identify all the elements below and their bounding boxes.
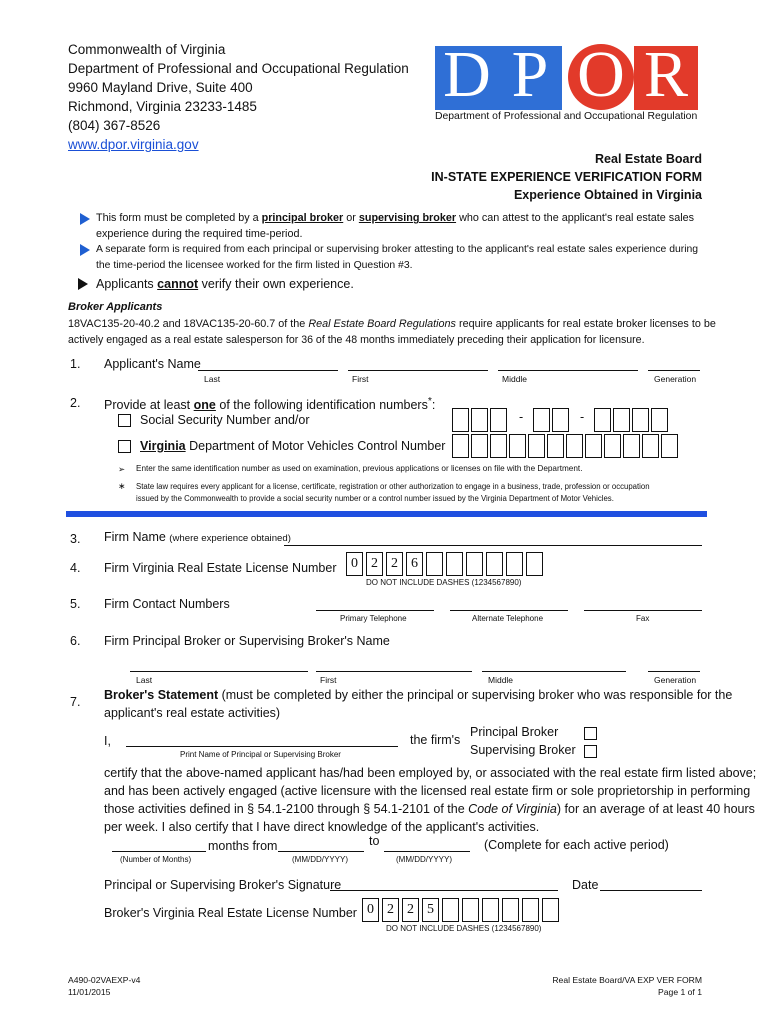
logo-caption: Department of Professional and Occupational Regulation [435, 111, 698, 122]
applicant-first-field[interactable] [348, 370, 488, 371]
q5-number: 5. [70, 597, 81, 611]
supervising-broker-label: Supervising Broker [470, 743, 576, 757]
instruction-1-cont: experience during the required time-period. [96, 228, 303, 240]
ssn-cell[interactable] [490, 408, 507, 432]
field-caption: (MM/DD/YYYY) [292, 855, 348, 864]
logo-letter: O [577, 38, 625, 111]
license-digit[interactable] [446, 552, 463, 576]
broker-first-field[interactable] [316, 671, 472, 672]
field-caption: (Number of Months) [120, 855, 192, 864]
field-caption: Generation [654, 675, 697, 685]
ssn-cell[interactable] [613, 408, 630, 432]
field-caption: Generation [654, 374, 697, 384]
license-digit[interactable] [442, 898, 459, 922]
complete-each-label: (Complete for each active period) [484, 838, 669, 852]
ssn-label: Social Security Number and/or [140, 413, 310, 427]
broker-last-field[interactable] [130, 671, 308, 672]
license-digit[interactable] [526, 552, 543, 576]
instruction-1: This form must be completed by a principal broker or supervising broker who can attest to the applicant's real estate sales [96, 212, 694, 224]
from-date-field[interactable] [278, 851, 364, 852]
ssn-cell[interactable] [471, 408, 488, 432]
q7-heading: Broker's Statement (must be completed by either the principal or supervising broker who was responsible for the [104, 688, 733, 702]
field-caption: Print Name of Principal or Supervising Broker [180, 750, 341, 759]
form-code: A490-02VAEXP-v4 [68, 975, 141, 985]
license-digit[interactable]: 2 [366, 552, 383, 576]
license-digit[interactable]: 0 [346, 552, 363, 576]
principal-broker-label: Principal Broker [470, 725, 559, 739]
dmv-cell[interactable] [509, 434, 526, 458]
instruction-2-cont: the time-period the licensee worked for the firm listed in Question #3. [96, 260, 413, 271]
no-dashes-note: DO NOT INCLUDE DASHES (1234567890) [366, 578, 522, 587]
field-caption: Middle [488, 675, 514, 685]
to-label: to [369, 834, 380, 848]
q3-label: Firm Name (where experience obtained) [104, 530, 291, 544]
license-digit[interactable] [542, 898, 559, 922]
board-name: Real Estate Board [595, 152, 702, 166]
date-field[interactable] [600, 890, 702, 891]
broker-applicants-line2: actively engaged as a real estate salesperson for 36 of the 48 months immediately preceding their application for licensure. [68, 334, 645, 346]
q1-label: Applicant's Name [104, 357, 201, 371]
form-subtitle: Experience Obtained in Virginia [513, 188, 702, 202]
license-digit[interactable] [522, 898, 539, 922]
applicant-generation-field[interactable] [648, 370, 700, 371]
q1-number: 1. [70, 357, 81, 371]
bullet-arrow-icon [78, 278, 88, 290]
months-from-label: months from [208, 839, 278, 853]
ssn-dash: - [519, 410, 524, 424]
date-label: Date [572, 878, 599, 892]
broker-license-label: Broker's Virginia Real Estate License Number [104, 906, 357, 920]
certify-line3: those activities defined in § 54.1-2100 through § 54.1-2101 of the Code of Virginia) for an average of at least 40 hours [104, 802, 755, 816]
address-line: Richmond, Virginia 23233-1485 [68, 99, 257, 114]
license-digit[interactable]: 6 [406, 552, 423, 576]
field-caption: Last [204, 374, 221, 384]
id-note: Enter the same identification number as used on examination, previous applications or licenses on file with the Department. [136, 464, 583, 473]
q4-label: Firm Virginia Real Estate License Number [104, 561, 337, 575]
logo-letter: P [511, 38, 549, 111]
q6-label: Firm Principal Broker or Supervising Broker's Name [104, 634, 390, 648]
page-number: Page 1 of 1 [658, 987, 702, 997]
q4-number: 4. [70, 561, 81, 575]
field-caption: Primary Telephone [340, 614, 407, 623]
supervising-broker-checkbox[interactable] [584, 745, 597, 758]
alternate-phone-field[interactable] [450, 610, 568, 611]
certify-line4: per week. I also certify that I have direct knowledge of the applicant's activities. [104, 820, 540, 834]
dmv-cell[interactable] [471, 434, 488, 458]
signature-field[interactable] [330, 890, 558, 891]
field-caption: (MM/DD/YYYY) [396, 855, 452, 864]
months-field[interactable] [112, 851, 206, 852]
ssn-checkbox[interactable] [118, 414, 131, 427]
license-digit[interactable]: 0 [362, 898, 379, 922]
q2-number: 2. [70, 396, 81, 410]
license-digit[interactable]: 2 [386, 552, 403, 576]
ssn-cell[interactable] [651, 408, 668, 432]
applicant-middle-field[interactable] [498, 370, 638, 371]
license-digit[interactable] [466, 552, 483, 576]
broker-applicants-line1: 18VAC135-20-40.2 and 18VAC135-20-60.7 of the Real Estate Board Regulations require applicants for real estate broker licenses to be [68, 318, 716, 330]
q7-heading-cont: applicant's real estate activities) [104, 706, 281, 720]
ssn-cell[interactable] [533, 408, 550, 432]
dmv-cell[interactable] [661, 434, 678, 458]
broker-applicants-heading: Broker Applicants [68, 301, 163, 313]
ssn-cell[interactable] [552, 408, 569, 432]
field-caption: Alternate Telephone [472, 614, 544, 623]
license-digit[interactable] [486, 552, 503, 576]
no-dashes-note: DO NOT INCLUDE DASHES (1234567890) [386, 924, 542, 933]
the-firms-label: the firm's [410, 733, 461, 747]
applicant-last-field[interactable] [198, 370, 338, 371]
dmv-cell[interactable] [623, 434, 640, 458]
law-note-line2: issued by the Commonwealth to provide a social security number or a control number issued by the Virginia Department of Motor Vehicles. [136, 494, 614, 503]
ssn-dash: - [580, 410, 585, 424]
field-caption: Last [136, 675, 153, 685]
logo-letter: D [443, 38, 491, 111]
dmv-cell[interactable] [490, 434, 507, 458]
ssn-cell[interactable] [452, 408, 469, 432]
license-digit[interactable] [462, 898, 479, 922]
principal-broker-checkbox[interactable] [584, 727, 597, 740]
dmv-cell[interactable] [585, 434, 602, 458]
dmv-cell[interactable] [604, 434, 621, 458]
address-line: Department of Professional and Occupational Regulation [68, 61, 409, 76]
broker-middle-field[interactable] [482, 671, 626, 672]
license-digit[interactable] [426, 552, 443, 576]
field-caption: Fax [636, 614, 650, 623]
dmv-cell[interactable] [528, 434, 545, 458]
instruction-3: Applicants cannot verify their own experience. [96, 277, 354, 291]
field-caption: First [320, 675, 337, 685]
firm-name-field[interactable] [284, 545, 702, 546]
website-link[interactable]: www.dpor.virginia.gov [68, 137, 199, 152]
form-title: IN-STATE EXPERIENCE VERIFICATION FORM [431, 170, 702, 184]
q2-label: Provide at least one of the following identification numbers*: [104, 396, 436, 413]
section-divider [66, 511, 707, 517]
instruction-2: A separate form is required from each principal or supervising broker attesting to the applicant's real estate sales experience during [96, 244, 699, 255]
certify-line2: and has been actively engaged (active licensure with the licensed real estate firm or sole proprietorship in performing [104, 784, 751, 798]
address-line: 9960 Mayland Drive, Suite 400 [68, 80, 253, 95]
address-line: Commonwealth of Virginia [68, 42, 226, 57]
certify-line1: certify that the above-named applicant has/had been employed by, or associated with the real estate firm listed above; [104, 766, 757, 780]
dmv-checkbox[interactable] [118, 440, 131, 453]
license-digit[interactable]: 2 [402, 898, 419, 922]
license-digit[interactable] [502, 898, 519, 922]
dmv-label: Virginia Department of Motor Vehicles Control Number [140, 439, 446, 453]
broker-generation-field[interactable] [648, 671, 700, 672]
to-date-field[interactable] [384, 851, 470, 852]
print-name-field[interactable] [126, 746, 398, 747]
address-line: (804) 367-8526 [68, 118, 161, 133]
form-date: 11/01/2015 [68, 987, 111, 997]
primary-phone-field[interactable] [316, 610, 434, 611]
note-arrow-icon: ➢ [118, 464, 126, 474]
license-digit[interactable] [506, 552, 523, 576]
law-note-line1: State law requires every applicant for a license, certificate, registration or other authorization to engage in a business, trade, profession or occupation [136, 482, 650, 491]
signature-label: Principal or Supervising Broker's Signature [104, 878, 342, 892]
ssn-cell[interactable] [594, 408, 611, 432]
fax-field[interactable] [584, 610, 702, 611]
ssn-cell[interactable] [632, 408, 649, 432]
dmv-cell[interactable] [566, 434, 583, 458]
license-digit[interactable]: 5 [422, 898, 439, 922]
q7-number: 7. [70, 695, 81, 709]
i-label: I, [104, 734, 111, 748]
footer-form-name: Real Estate Board/VA EXP VER FORM [552, 975, 702, 985]
dmv-cell[interactable] [452, 434, 469, 458]
asterisk-icon: ∗ [118, 481, 126, 491]
dmv-cell[interactable] [547, 434, 564, 458]
bullet-arrow-icon [80, 213, 90, 225]
field-caption: Middle [502, 374, 528, 384]
license-digit[interactable]: 2 [382, 898, 399, 922]
logo-letter: R [643, 38, 689, 111]
q6-number: 6. [70, 634, 81, 648]
field-caption: First [352, 374, 369, 384]
q5-label: Firm Contact Numbers [104, 597, 230, 611]
license-digit[interactable] [482, 898, 499, 922]
dmv-cell[interactable] [642, 434, 659, 458]
q3-number: 3. [70, 532, 81, 546]
bullet-arrow-icon [80, 244, 90, 256]
